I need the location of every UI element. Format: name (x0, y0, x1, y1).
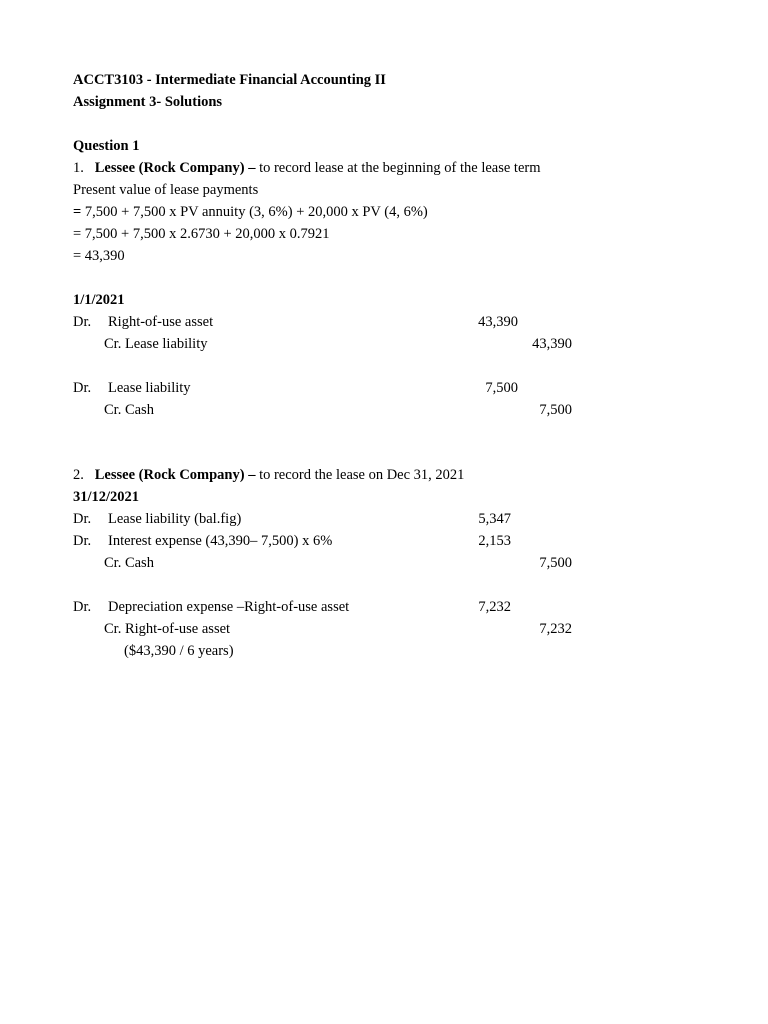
part1-party: Lessee (Rock Company) – (94, 160, 256, 176)
part1-heading (73, 159, 541, 177)
debit-amount: 2,153 (478, 533, 511, 549)
debit-account: Interest expense (43,390– 7,500) x 6% (108, 533, 333, 549)
entry-date-1: 1/1/2021 (73, 292, 125, 308)
part2-party: Lessee (Rock Company) – (94, 467, 256, 483)
debit-label: Dr. (73, 511, 92, 527)
part2-number: 2. (73, 467, 84, 483)
credit-amount: 43,390 (532, 336, 572, 352)
course-title: ACCT3103 - Intermediate Financial Accounting II (73, 72, 386, 88)
part2-description: to record the lease on Dec 31, 2021 (255, 467, 465, 483)
credit-account: Cr. Cash (104, 555, 154, 571)
part1-number: 1. (73, 160, 84, 176)
equals-sign: = (73, 204, 82, 220)
debit-account: Lease liability (bal.fig) (108, 511, 242, 527)
debit-account: Depreciation expense –Right-of-use asset (108, 599, 350, 615)
debit-amount: 7,232 (478, 599, 511, 615)
depreciation-note: ($43,390 / 6 years) (124, 643, 234, 659)
debit-label: Dr. (73, 533, 92, 549)
pv-calc-line-1 (73, 203, 428, 221)
part1-description: to record lease at the beginning of the lease term (255, 160, 541, 176)
credit-account: Cr. Cash (104, 402, 154, 418)
pv-title: Present value of lease payments (73, 182, 259, 198)
debit-amount: 43,390 (478, 314, 518, 330)
pv-calc-formula: 7,500 + 7,500 x PV annuity (3, 6%) + 20,000 x PV (4, 6%) (81, 204, 428, 220)
question-heading: Question 1 (73, 138, 140, 154)
credit-account: Cr. Lease liability (104, 336, 208, 352)
entry-date-2: 31/12/2021 (73, 489, 140, 505)
debit-account: Right-of-use asset (108, 314, 214, 330)
debit-label: Dr. (73, 314, 92, 330)
credit-amount: 7,500 (539, 402, 572, 418)
pv-calc-line-2: = 7,500 + 7,500 x 2.6730 + 20,000 x 0.7921 (73, 226, 330, 242)
part2-heading (73, 466, 464, 484)
credit-amount: 7,232 (539, 621, 572, 637)
debit-amount: 5,347 (478, 511, 511, 527)
debit-label: Dr. (73, 599, 92, 615)
credit-amount: 7,500 (539, 555, 572, 571)
debit-label: Dr. (73, 380, 92, 396)
debit-amount: 7,500 (485, 380, 518, 396)
pv-calc-result: = 43,390 (73, 248, 125, 264)
debit-account: Lease liability (108, 380, 191, 396)
credit-account: Cr. Right-of-use asset (104, 621, 231, 637)
assignment-title: Assignment 3- Solutions (73, 94, 223, 110)
